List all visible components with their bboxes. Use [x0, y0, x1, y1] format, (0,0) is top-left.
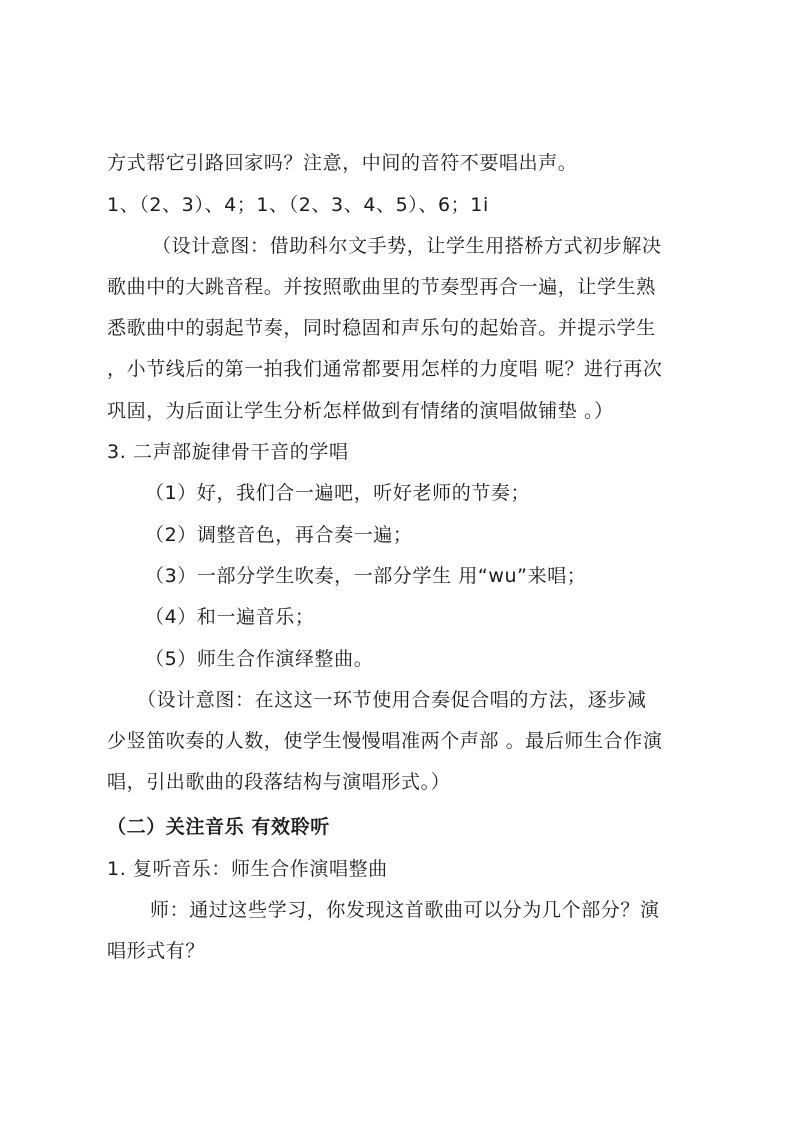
paragraph-line: 歌曲中的大跳音程。并按照歌曲里的节奏型再合一遍，让学生熟	[107, 276, 656, 298]
paragraph-line: ，小节线后的第一拍我们通常都要用怎样的力度唱 呢？进行再次	[107, 358, 663, 380]
list-item: （5）师生合作演绎整曲。	[145, 648, 374, 670]
design-intent-line: （设计意图：在这这一环节使用合奏促合唱的方法，逐步减	[137, 689, 647, 711]
section-heading: 3. 二声部旋律骨干音的学唱	[107, 441, 349, 463]
list-item: （3）一部分学生吹奏，一部分学生 用“wu”来唱；	[145, 565, 587, 587]
list-item: （4）和一遍音乐；	[145, 606, 315, 628]
list-item: （2）调整音色，再合奏一遍；	[145, 524, 413, 546]
section-title: （二）关注音乐 有效聆听	[107, 816, 330, 838]
paragraph-line: 师：通过这些学习，你发现这首歌曲可以分为几个部分？演	[150, 899, 660, 921]
section-heading: 1. 复听音乐：师生合作演唱整曲	[107, 858, 388, 880]
paragraph-line: 方式帮它引路回家吗？注意，中间的音符不要唱出声。	[107, 152, 578, 174]
list-item: （1）好，我们合一遍吧，听好老师的节奏；	[145, 482, 531, 504]
paragraph-line: 悉歌曲中的弱起节奏，同时稳固和声乐句的起始音。并提示学生	[107, 317, 656, 339]
paragraph-line: 唱，引出歌曲的段落结构与演唱形式。）	[107, 771, 451, 793]
design-intent-line: （设计意图：借助科尔文手势，让学生用搭桥方式初步解决	[152, 235, 662, 257]
note-sequence-line: 1、（2、3）、4；1、（2、3、4、5）、6；1i	[107, 194, 489, 216]
paragraph-line: 巩固，为后面让学生分析怎样做到有情绪的演唱做铺垫 。）	[107, 400, 614, 422]
paragraph-line: 唱形式有？	[107, 940, 206, 962]
paragraph-line: 少竖笛吹奏的人数，使学生慢慢唱准两个声部 。最后师生合作演	[107, 730, 663, 752]
